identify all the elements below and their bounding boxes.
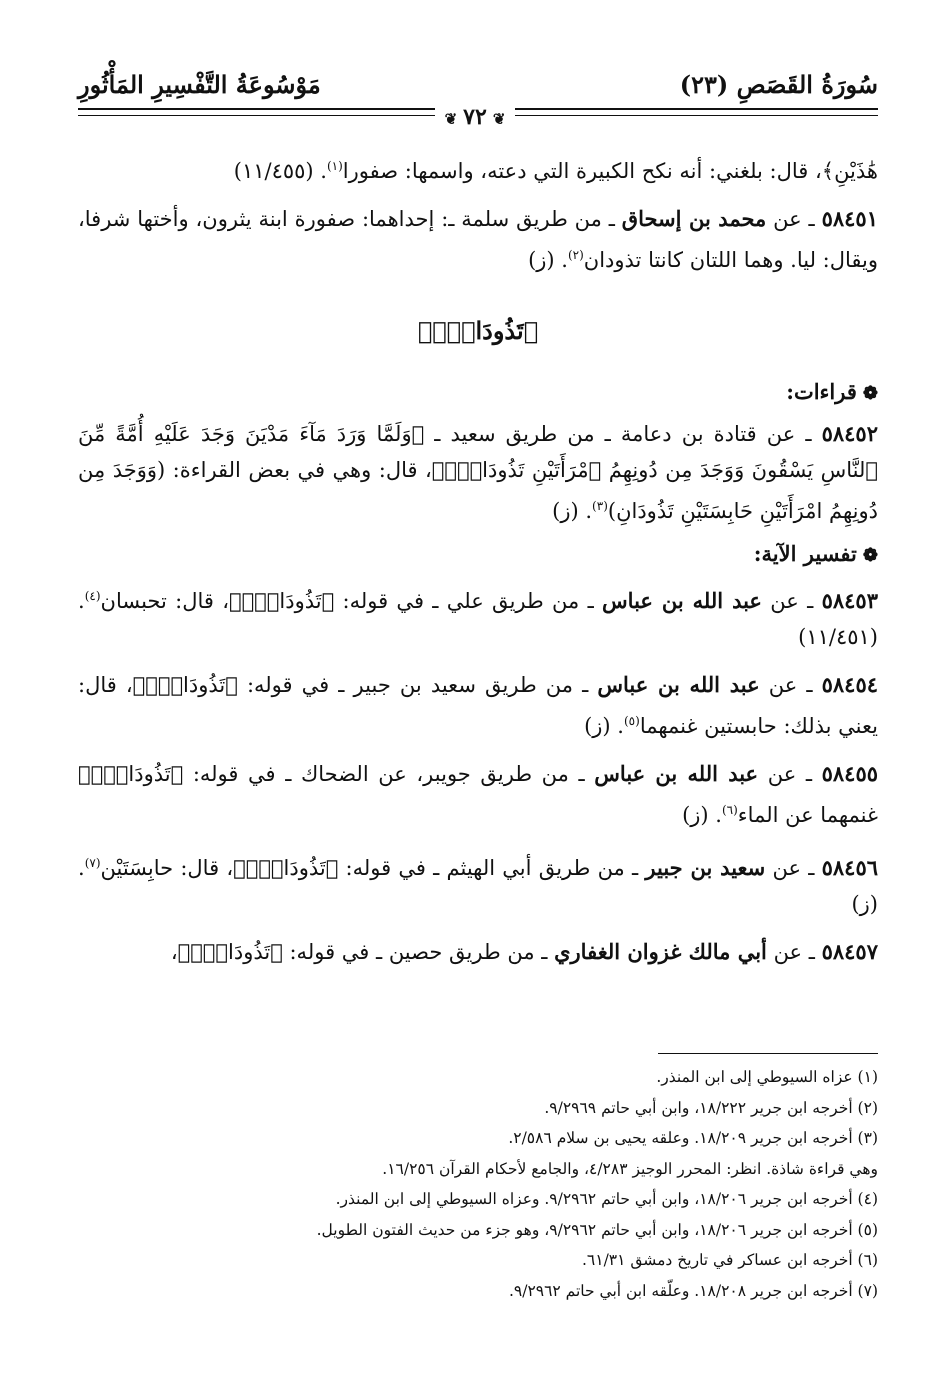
- footnote: (٣) أخرجه ابن جرير ١٨/٢٠٩. وعلقه يحيى بن سلام ٢/٥٨٦.: [508, 1129, 878, 1147]
- narrator-name: سعيد بن جبير: [645, 855, 766, 880]
- entry-number: ٥٨٤٥٢: [821, 421, 878, 446]
- paragraph: [78, 934, 878, 970]
- page-number: [435, 104, 515, 130]
- text: ـ من طريق علي ـ في قوله: ﴿تَذُودَانِۖ﴾، قال: تحبسان: [100, 589, 603, 613]
- narrator-name: عبد الله بن عباس: [594, 761, 759, 786]
- ornament-icon: ❦: [492, 110, 506, 128]
- entry-number: ٥٨٤٥٣: [821, 588, 878, 613]
- entry-number: ٥٨٤٥٥: [821, 761, 879, 786]
- ornament-icon: ❦: [444, 110, 458, 128]
- heading-text: تفسير الآية:: [753, 541, 857, 566]
- text: . (ز): [78, 856, 878, 916]
- entry-number: ٥٨٤٥٧: [821, 939, 878, 964]
- footnote: (٥) أخرجه ابن جرير ١٨/٢٠٦، وابن أبي حاتم ٩/٢٩٦٢، وهو جزء من حديث الفتون الطويل.: [316, 1220, 878, 1239]
- text: ـ عن قتادة بن دعامة ـ من طريق سعيد ـ: [424, 422, 822, 446]
- footnote: (٧) أخرجه ابن جرير ١٨/٢٠٨. وعلّقه ابن أبي حاتم ٩/٢٩٦٢.: [508, 1281, 878, 1300]
- text: ـ من طريق جويبر، عن الضحاك ـ في قوله: ﴿تَذُودَانِۖ﴾ غنمهما عن الماء: [78, 762, 878, 827]
- narrator-name: عبد الله بن عباس: [602, 588, 762, 613]
- text: ـ عن: [766, 207, 822, 231]
- text: ، قال: وهي في بعض القراءة: (وَوَجَدَ مِن دُونِهِمُ امْرَأَتَيْنِ حَابِسَتَيْنِ تَذُودَانِ): [78, 458, 878, 523]
- footnote-ref[interactable]: (٧): [84, 856, 101, 870]
- paragraph: [78, 201, 878, 278]
- narrator-name: محمد بن إسحاق: [621, 206, 767, 231]
- footnotes: [78, 1062, 878, 1306]
- entry-number: ٥٨٤٥١: [821, 206, 878, 231]
- text: . (ز): [528, 248, 568, 272]
- footnote: (١) عزاه السيوطي إلى ابن المنذر.: [656, 1068, 878, 1086]
- footnote-ref[interactable]: (٥): [623, 714, 640, 728]
- text: ـ عن: [758, 762, 822, 786]
- footnote-separator: [658, 1053, 878, 1054]
- page-number-text: ٧٢: [463, 104, 487, 130]
- footnote-ref[interactable]: (٣): [592, 499, 608, 513]
- footnote: (٦) أخرجه ابن عساكر في تاريخ دمشق ٦١/٣١.: [581, 1251, 878, 1269]
- text: . (١١/٤٥١): [78, 589, 878, 649]
- footnote: وهي قراءة شاذة. انظر: المحرر الوجيز ٤/٢٨٣، والجامع لأحكام القرآن ١٦/٢٥٦.: [382, 1159, 878, 1178]
- quran-verse: ﴿وَلَمَّا وَرَدَ مَآءَ مَدْيَنَ وَجَدَ عَلَيْهِ أُمَّةً مِّنَ ٱلنَّاسِ يَسْقُونَ وَوَجَدَ مِن دُونِهِمُ ٱمْرَأَتَيْنِ تَذُودَانِۖ﴾: [78, 422, 878, 482]
- paragraph: [78, 845, 878, 922]
- paragraph: [78, 667, 878, 744]
- text: ـ عن: [761, 589, 822, 613]
- text: ـ من طريق سلمة ـ: إحداهما: صفورة ابنة يثرون، وأختها شرفا، ويقال: ليا. وهما اللتان كانتا تذودان: [78, 207, 878, 272]
- text: . (١١/٤٥٥): [233, 159, 327, 183]
- text: ـ عن: [759, 673, 822, 697]
- verse-heading: ﴿تَذُودَانِۖ﴾: [417, 316, 539, 345]
- running-header: [78, 68, 878, 108]
- section-heading-tafsir: [78, 541, 878, 566]
- footnote-ref[interactable]: (٤): [84, 589, 101, 603]
- text: . (ز): [584, 714, 624, 738]
- text: هَٰذَيْنِ﴾، قال: بلغني: أنه نكح الكبيرة التي دعته، واسمها: صفورا: [342, 159, 878, 183]
- flower-icon: ❁: [862, 545, 878, 566]
- footnote-ref[interactable]: (١): [326, 159, 343, 173]
- paragraph: [78, 756, 878, 833]
- text: . (ز): [682, 803, 722, 827]
- footnote-ref[interactable]: (٢): [567, 248, 584, 262]
- narrator-name: أبي مالك غزوان الغفاري: [554, 939, 767, 964]
- paragraph: [78, 578, 878, 655]
- footnote: (٢) أخرجه ابن جرير ١٨/٢٢٢، وابن أبي حاتم ٩/٢٩٦٩.: [544, 1098, 878, 1117]
- footnote-ref[interactable]: (٦): [721, 803, 738, 817]
- section-heading-readings: [78, 379, 878, 404]
- text: ـ عن: [765, 856, 822, 880]
- paragraph: [78, 416, 878, 529]
- text: ـ من طريق سعيد بن جبير ـ في قوله: ﴿تَذُودَانِۖ﴾، قال: يعني بذلك: حابستين غنمهما: [78, 673, 878, 738]
- paragraph: [78, 148, 878, 189]
- book-title: مَوْسُوعَةُ التَّفْسِيرِ المَأْثُورِ: [78, 70, 321, 99]
- heading-text: قراءات:: [786, 379, 857, 404]
- entry-number: ٥٨٤٥٤: [821, 672, 879, 697]
- surah-title: سُورَةُ القَصَصِ (٢٣): [679, 70, 878, 99]
- text: ـ عن: [766, 940, 822, 964]
- text: ـ من طريق حصين ـ في قوله: ﴿تَذُودَانِۖ﴾،: [170, 940, 555, 964]
- main-text: [78, 148, 878, 982]
- footnote: (٤) أخرجه ابن جرير ١٨/٢٠٦، وابن أبي حاتم ٩/٢٩٦٢. وعزاه السيوطي إلى ابن المنذر.: [335, 1190, 878, 1208]
- text: ـ من طريق أبي الهيثم ـ في قوله: ﴿تَذُودَانِۖ﴾، قال: حابِسَتَيْن: [100, 856, 646, 880]
- flower-icon: ❁: [862, 383, 878, 404]
- narrator-name: عبد الله بن عباس: [597, 672, 760, 697]
- entry-number: ٥٨٤٥٦: [821, 855, 879, 880]
- text: . (ز): [552, 499, 593, 523]
